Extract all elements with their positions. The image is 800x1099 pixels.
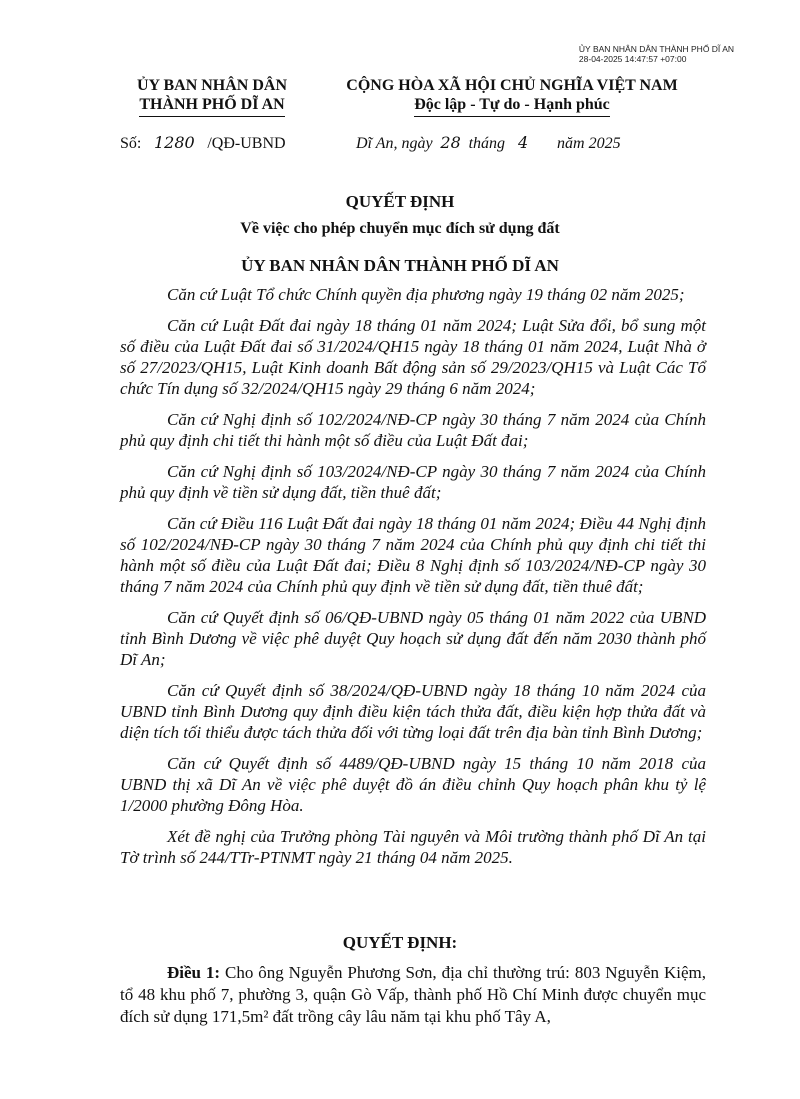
- article-1: [120, 962, 706, 1028]
- basis-paragraph: Xét đề nghị của Trưởng phòng Tài nguyên và Môi trường thành phố Dĩ An tại Tờ trình số 244/TTr-PTNMT ngày 21 tháng 04 năm 2025.: [120, 827, 706, 867]
- document-date: [356, 133, 621, 153]
- basis-paragraph: Căn cứ Điều 116 Luật Đất đai ngày 18 tháng 01 năm 2024; Điều 44 Nghị định số 102/2024/NĐ-CP ngày 30 tháng 7 năm 2024 của Chính phủ quy định chi tiết thi hành một số điều của Luật Đất đai; Điều 8 Nghị định số 103/2024/NĐ-CP ngày 30 tháng 7 năm 2024 của Chính phủ quy định về tiền sử dụng đất, tiền thuê đất;: [120, 514, 706, 596]
- basis-paragraph: Căn cứ Nghị định số 102/2024/NĐ-CP ngày 30 tháng 7 năm 2024 của Chính phủ quy định chi tiết thi hành một số điều của Luật Đất đai;: [120, 410, 706, 450]
- national-header: [312, 76, 712, 117]
- document-title: QUYẾT ĐỊNH: [345, 192, 455, 211]
- basis-paragraph: Căn cứ Quyết định số 06/QĐ-UBND ngày 05 tháng 01 năm 2022 của UBND tỉnh Bình Dương về việc phê duyệt Quy hoạch sử dụng đất đến năm 2030 thành phố Dĩ An;: [120, 608, 706, 669]
- date-year: năm 2025: [557, 135, 621, 152]
- legal-basis: [120, 284, 706, 878]
- basis-paragraph: Căn cứ Nghị định số 103/2024/NĐ-CP ngày 30 tháng 7 năm 2024 của Chính phủ quy định về tiền sử dụng đất, tiền thuê đất;: [120, 462, 706, 502]
- national-title: CỘNG HÒA XÃ HỘI CHỦ NGHĨA VIỆT NAM: [346, 77, 678, 94]
- so-number: 1280: [153, 133, 195, 152]
- date-prefix: Dĩ An, ngày: [356, 135, 433, 152]
- date-month-label: tháng: [468, 135, 506, 152]
- basis-paragraph: Căn cứ Luật Đất đai ngày 18 tháng 01 năm 2024; Luật Sửa đổi, bổ sung một số điều của Luật Đất đai số 31/2024/QH15 ngày 18 tháng 01 năm 2024, Luật Nhà ở số 27/2023/QH15, Luật Kinh doanh Bất động sản số 29/2023/QH15 và Luật Các Tổ chức Tín dụng số 32/2024/QH15 ngày 29 tháng 6 năm 2024;: [120, 316, 706, 398]
- national-motto: Độc lập - Tự do - Hạnh phúc: [414, 95, 610, 117]
- basis-paragraph: Căn cứ Luật Tổ chức Chính quyền địa phương ngày 19 tháng 02 năm 2025;: [167, 285, 685, 304]
- issuer-line2: THÀNH PHỐ DĨ AN: [139, 95, 284, 117]
- basis-paragraph: Căn cứ Quyết định số 38/2024/QĐ-UBND ngày 18 tháng 10 năm 2024 của UBND tỉnh Bình Dương quy định điều kiện tách thửa đất, điều kiện hợp thửa đất và diện tích tối thiểu được tách thửa đối với từng loại đất trên địa bàn tỉnh Bình Dương;: [120, 681, 706, 742]
- document-number: [120, 133, 286, 153]
- document-authority: ỦY BAN NHÂN DÂN THÀNH PHỐ DĨ AN: [241, 256, 559, 275]
- digital-signature-stamp: [579, 44, 734, 64]
- date-day: 28: [440, 133, 461, 152]
- document-subject: Về việc cho phép chuyển mục đích sử dụng đất: [240, 220, 560, 237]
- issuer-header: [112, 76, 312, 117]
- article-1-text: Cho ông Nguyễn Phương Sơn, địa chỉ thường trú: 803 Nguyễn Kiệm, tổ 48 khu phố 7, phường 3, quận Gò Vấp, thành phố Hồ Chí Minh được chuyển mục đích sử dụng 171,5m² đất trồng cây lâu năm tại khu phố Tây A,: [120, 963, 706, 1026]
- date-month: 4: [517, 133, 529, 152]
- stamp-org: ỦY BAN NHÂN DÂN THÀNH PHỐ DĨ AN: [578, 44, 734, 54]
- issuer-line1: ỦY BAN NHÂN DÂN: [136, 77, 288, 94]
- so-suffix: /QĐ-UBND: [207, 135, 286, 152]
- basis-paragraph: Căn cứ Quyết định số 4489/QĐ-UBND ngày 15 tháng 10 năm 2018 của UBND thị xã Dĩ An về việc phê duyệt đồ án điều chỉnh Quy hoạch phân khu tỷ lệ 1/2000 phường Đông Hòa.: [120, 754, 706, 815]
- article-1-label: Điều 1:: [167, 963, 221, 982]
- so-label: Số:: [120, 135, 142, 152]
- decision-heading: QUYẾT ĐỊNH:: [342, 933, 458, 952]
- stamp-timestamp: 28-04-2025 14:47:57 +07:00: [578, 54, 687, 64]
